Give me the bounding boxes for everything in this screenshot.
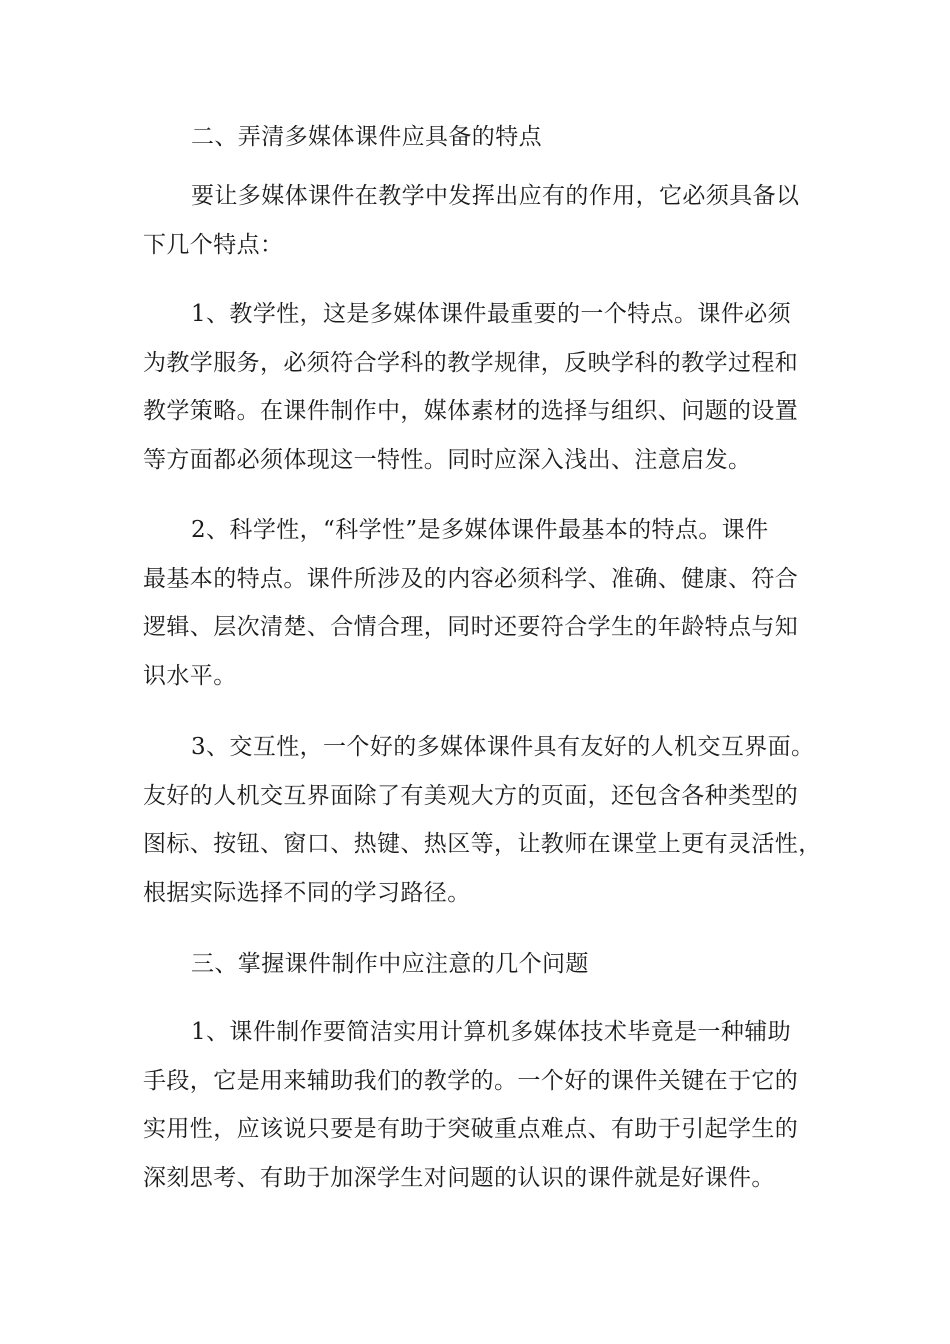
- point-2-line-4: 识水平。: [143, 663, 237, 690]
- point-3-1-line-1: 1、课件制作要简洁实用计算机多媒体技术毕竟是一种辅助: [191, 1019, 792, 1045]
- point-2-line-2: 最基本的特点。课件所涉及的内容必须科学、准确、健康、符合: [143, 565, 799, 592]
- point-3-line-4: 根据实际选择不同的学习路径。: [143, 880, 471, 907]
- point-2-line-1: 2、科学性，“科学性”是多媒体课件最基本的特点。课件: [191, 517, 769, 543]
- point-3-1-line-2: 手段，它是用来辅助我们的教学的。一个好的课件关键在于它的: [143, 1067, 799, 1094]
- point-3-line-3: 图标、按钮、窗口、热键、热区等，让教师在课堂上更有灵活性，: [143, 831, 822, 858]
- point-3-1-paragraph: [143, 1008, 815, 1203]
- point-3-1-line-4: 深刻思考、有助于加深学生对问题的认识的课件就是好课件。: [143, 1165, 775, 1192]
- intro-paragraph: [143, 172, 815, 269]
- point-2-line-3: 逻辑、层次清楚、合情合理，同时还要符合学生的年龄特点与知: [143, 614, 799, 641]
- point-3-paragraph: [143, 723, 822, 918]
- intro-line-2: 下几个特点：: [143, 231, 284, 258]
- point-1-line-4: 等方面都必须体现这一特性。同时应深入浅出、注意启发。: [143, 447, 752, 474]
- section-heading-3: 三、掌握课件制作中应注意的几个问题: [191, 951, 589, 977]
- point-3-1-line-3: 实用性，应该说只要是有助于突破重点难点、有助于引起学生的: [143, 1116, 799, 1143]
- point-1-line-1: 1、教学性，这是多媒体课件最重要的一个特点。课件必须: [191, 301, 792, 327]
- point-3-line-1: 3、交互性，一个好的多媒体课件具有友好的人机交互界面。: [191, 734, 815, 760]
- section-heading-2: 二、弄清多媒体课件应具备的特点: [191, 124, 542, 150]
- point-1-paragraph: [143, 290, 815, 485]
- point-1-line-2: 为教学服务，必须符合学科的教学规律，反映学科的教学过程和: [143, 349, 799, 376]
- point-3-line-2: 友好的人机交互界面除了有美观大方的页面，还包含各种类型的: [143, 782, 799, 809]
- point-2-paragraph: [143, 506, 815, 701]
- point-1-line-3: 教学策略。在课件制作中，媒体素材的选择与组织、问题的设置: [143, 398, 799, 425]
- intro-line-1: 要让多媒体课件在教学中发挥出应有的作用，它必须具备以: [191, 183, 800, 209]
